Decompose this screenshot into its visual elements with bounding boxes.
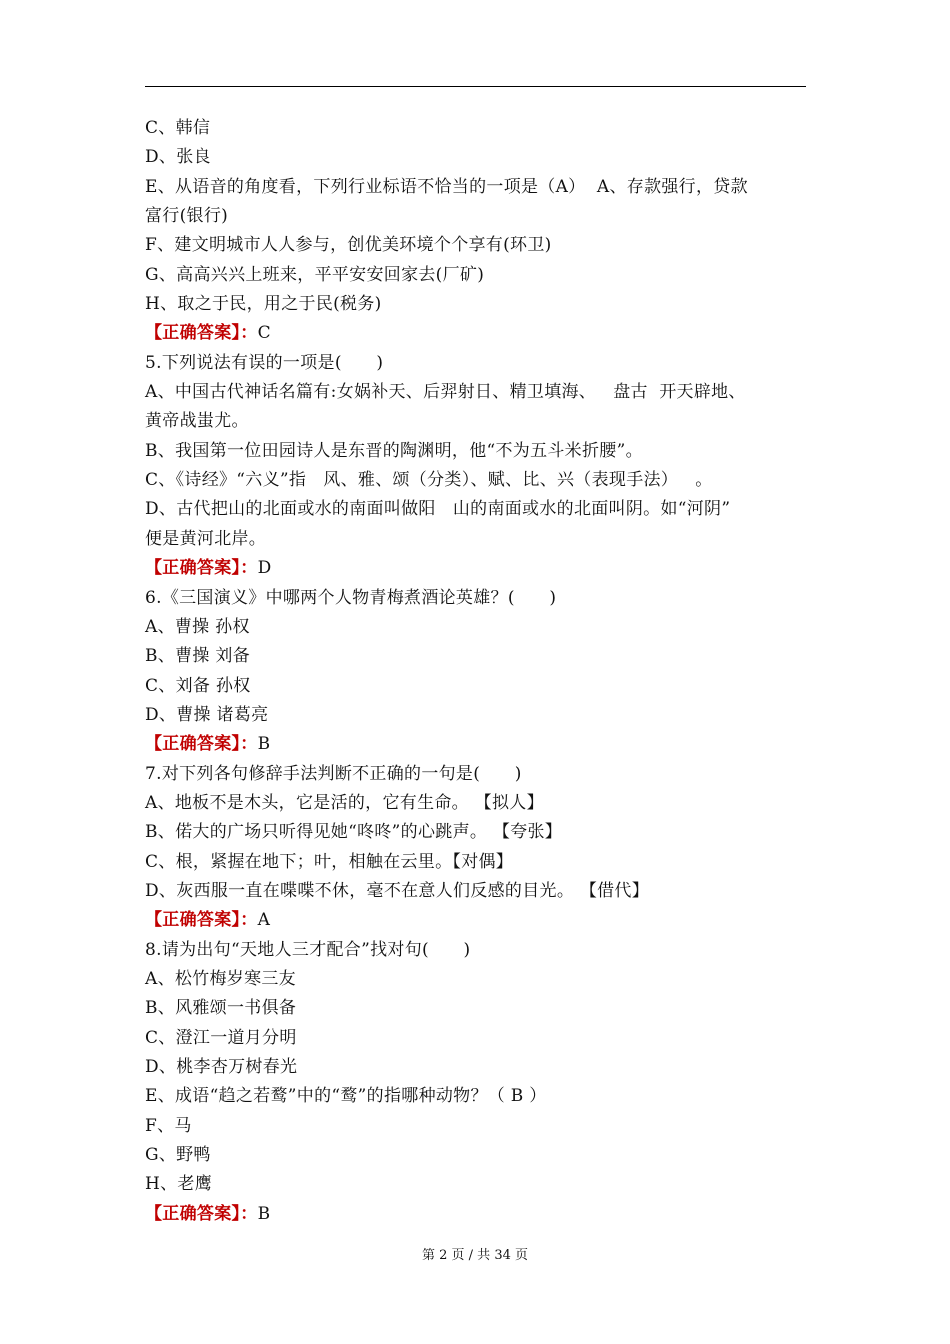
text-line: 7.对下列各句修辞手法判断不正确的一句是( ) — [145, 763, 522, 784]
text-line: C、韩信 — [145, 118, 211, 138]
text-line: 8.请为出句“天地人三才配合”找对句( ) — [145, 939, 471, 960]
text-line: A、中国古代神话名篇有:女娲补天、后羿射日、精卫填海、 盘古 开天辟地、 — [145, 382, 746, 403]
text-line: C、刘备 孙权 — [145, 675, 251, 696]
answer-value: D — [257, 558, 272, 579]
answer-label: 【正确答案】： — [145, 1203, 258, 1224]
text-line: D、曹操 诸葛亮 — [145, 704, 269, 725]
header-rule — [145, 86, 806, 87]
text-line: G、野鸭 — [145, 1145, 211, 1166]
answer-value: B — [257, 1203, 271, 1224]
answer-line — [145, 1200, 810, 1229]
text-line: H、取之于民，用之于民(税务) — [145, 294, 382, 315]
answer-line — [145, 554, 810, 583]
text-line: E、从语音的角度看，下列行业标语不恰当的一项是（A） A、存款强行，贷款 — [145, 176, 748, 197]
text-line: 富行(银行) — [145, 206, 229, 227]
answer-value: B — [257, 734, 271, 755]
answer-line — [145, 319, 810, 348]
text-line: H、老鹰 — [145, 1174, 213, 1195]
text-line: E、成语“趋之若鹜”中的“鹜”的指哪种动物？（ B ） — [145, 1086, 547, 1107]
answer-label: 【正确答案】： — [145, 558, 258, 579]
text-line: C、根，紧握在地下；叶，相触在云里。【对偶】 — [145, 851, 514, 872]
text-line: D、张良 — [145, 147, 211, 168]
text-line: A、曹操 孙权 — [145, 616, 250, 637]
page-footer: 第 2 页 / 共 34 页 — [422, 1248, 528, 1263]
text-line: C、《诗经》“六义”指 风、雅、颂（分类）、赋、比、兴（表现手法） 。 — [145, 470, 713, 491]
text-line: B、曹操 刘备 — [145, 646, 250, 667]
text-line: F、建文明城市人人参与，创优美环境个个享有(环卫) — [145, 235, 552, 256]
text-line: B、风雅颂一书俱备 — [145, 998, 297, 1019]
text-line: F、马 — [145, 1115, 192, 1136]
text-line: 6.《三国演义》中哪两个人物青梅煮酒论英雄？( ) — [145, 587, 557, 608]
text-line: A、松竹梅岁寒三友 — [145, 968, 296, 989]
text-line: D、桃李杏万树春光 — [145, 1057, 298, 1077]
text-line: 5.下列说法有误的一项是( ) — [145, 352, 384, 373]
answer-value: A — [257, 910, 271, 931]
answer-line — [145, 906, 810, 935]
answer-value: C — [257, 323, 271, 344]
answer-line — [145, 730, 810, 759]
document-body — [145, 114, 810, 1229]
text-line: 黄帝战蚩尤。 — [145, 411, 249, 432]
text-line: G、高高兴兴上班来，平平安安回家去(厂矿) — [145, 264, 485, 285]
answer-label: 【正确答案】： — [145, 734, 258, 755]
answer-label: 【正确答案】： — [145, 323, 258, 344]
text-line: A、地板不是木头，它是活的，它有生命。 【拟人】 — [145, 792, 544, 813]
text-line: B、我国第一位田园诗人是东晋的陶渊明，他“不为五斗米折腰”。 — [145, 440, 643, 461]
text-line: C、澄江一道月分明 — [145, 1027, 297, 1048]
text-line: 便是黄河北岸。 — [145, 528, 267, 549]
text-line: D、古代把山的北面或水的南面叫做阳 山的南面或水的北面叫阴。如“河阴” — [145, 499, 731, 520]
text-line: D、灰西服一直在喋喋不休，毫不在意人们反感的目光。 【借代】 — [145, 880, 650, 901]
text-line: B、偌大的广场只听得见她“咚咚”的心跳声。 【夸张】 — [145, 822, 563, 843]
answer-label: 【正确答案】： — [145, 910, 258, 931]
